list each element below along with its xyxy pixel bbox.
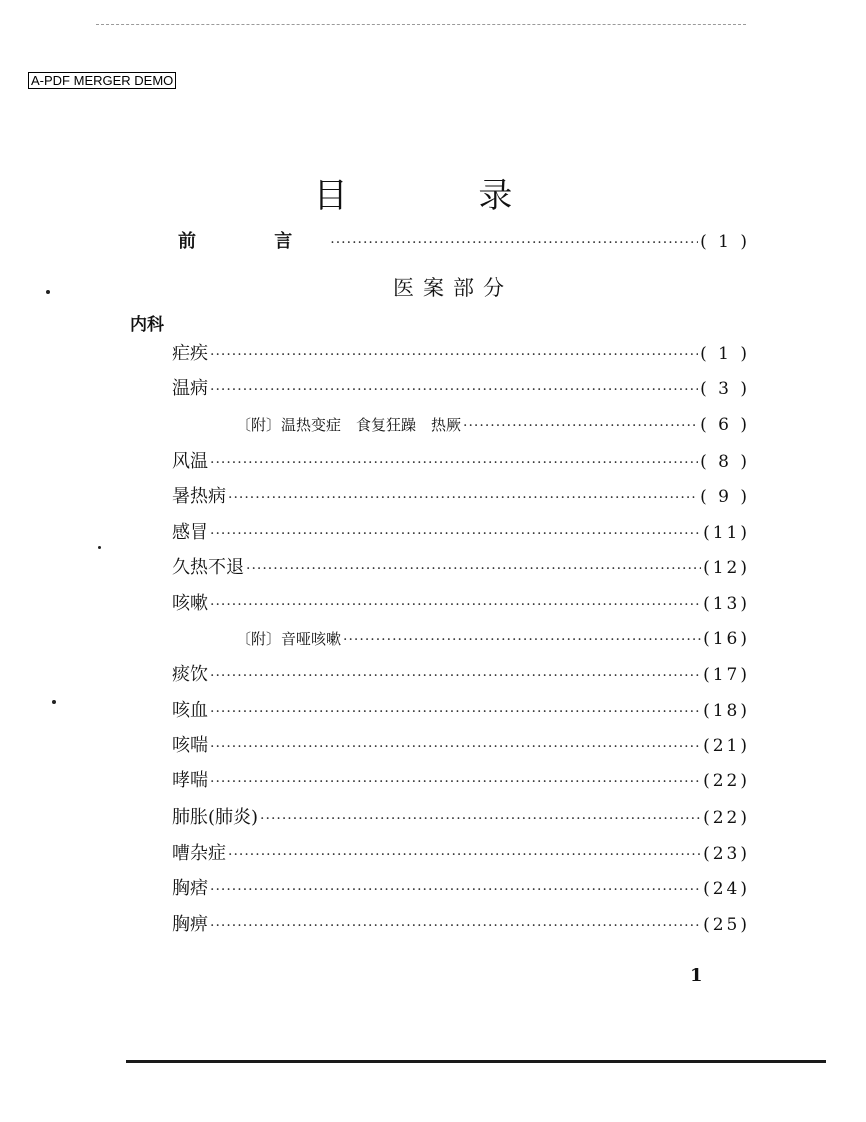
toc-row-appendix[interactable] xyxy=(236,627,750,651)
toc-page: (25) xyxy=(703,915,750,935)
leader-dots xyxy=(210,770,701,794)
page-number: 1 xyxy=(690,965,703,986)
toc-row[interactable] xyxy=(172,485,750,509)
toc-label: 咳血 xyxy=(172,700,208,721)
toc-label: 嘈杂症 xyxy=(172,843,226,864)
leader-dots xyxy=(210,343,698,367)
toc-row[interactable] xyxy=(172,663,750,687)
toc-label: 疟疾 xyxy=(172,343,208,364)
toc-row-appendix[interactable] xyxy=(236,413,750,437)
toc-page: (11) xyxy=(703,523,750,543)
toc-page: (23) xyxy=(703,844,750,864)
scan-speck xyxy=(52,700,56,704)
section-title: 医案部分 xyxy=(393,276,513,300)
toc-label: 暑热病 xyxy=(172,486,226,507)
leader-dots xyxy=(210,593,701,617)
leader-dots xyxy=(228,843,701,867)
toc-page: ( 8 ) xyxy=(700,452,750,472)
toc-label: 〔附〕温热变症 食复狂躁 热厥 xyxy=(236,416,462,434)
toc-page: (21) xyxy=(703,736,750,756)
leader-dots xyxy=(463,414,698,438)
toc-page: ( 1 ) xyxy=(700,344,750,364)
toc-row[interactable] xyxy=(172,556,750,580)
leader-dots xyxy=(210,664,701,688)
toc-row[interactable] xyxy=(172,734,750,758)
toc-row[interactable] xyxy=(172,877,750,901)
leader-dots xyxy=(260,807,701,831)
toc-row[interactable] xyxy=(172,699,750,723)
leader-dots xyxy=(210,451,698,475)
toc-row[interactable] xyxy=(172,450,750,474)
toc-page: (17) xyxy=(703,665,750,685)
toc-page: (16) xyxy=(703,629,750,649)
toc-label: 痰饮 xyxy=(172,664,208,685)
toc-page: (18) xyxy=(703,701,750,721)
leader-dots xyxy=(210,878,701,902)
leader-dots xyxy=(330,231,698,255)
toc-label: 咳嗽 xyxy=(172,593,208,614)
toc-row[interactable] xyxy=(172,769,750,793)
leader-dots xyxy=(210,914,701,938)
scan-speck xyxy=(98,546,101,549)
toc-label: 咳喘 xyxy=(172,735,208,756)
toc-row[interactable] xyxy=(172,842,750,866)
toc-page: (22) xyxy=(703,808,750,828)
toc-label: 肺胀(肺炎) xyxy=(172,807,259,828)
toc-label: 风温 xyxy=(172,451,208,472)
toc-page: ( 3 ) xyxy=(700,379,750,399)
bottom-scan-rule xyxy=(126,1060,826,1063)
toc-row[interactable] xyxy=(172,342,750,366)
leader-dots xyxy=(210,700,701,724)
leader-dots xyxy=(210,735,701,759)
category-heading: 内科 xyxy=(130,315,164,335)
top-scan-rule xyxy=(96,24,746,25)
toc-row[interactable] xyxy=(172,521,750,545)
toc-label: 哮喘 xyxy=(172,770,208,791)
toc-row[interactable] xyxy=(172,592,750,616)
toc-label: 温病 xyxy=(172,378,208,399)
toc-label: 久热不退 xyxy=(172,557,244,578)
toc-page: ( 1 ) xyxy=(700,232,750,252)
scan-speck xyxy=(46,290,50,294)
toc-page: (13) xyxy=(703,594,750,614)
toc-row-preface[interactable] xyxy=(178,230,750,254)
leader-dots xyxy=(246,557,701,581)
toc-label: 胸痞 xyxy=(172,878,208,899)
toc-label: 感冒 xyxy=(172,522,208,543)
toc-row[interactable] xyxy=(172,377,750,401)
toc-row[interactable] xyxy=(172,913,750,937)
toc-row[interactable] xyxy=(172,806,750,830)
toc-label: 〔附〕音哑咳嗽 xyxy=(236,630,342,648)
toc-page: (22) xyxy=(703,771,750,791)
watermark: A-PDF MERGER DEMO xyxy=(28,72,176,89)
toc-page: ( 6 ) xyxy=(700,415,750,435)
toc-label: 前 言 xyxy=(178,231,329,252)
toc-page: (12) xyxy=(703,558,750,578)
toc-page: (24) xyxy=(703,879,750,899)
toc-label: 胸痹 xyxy=(172,914,208,935)
leader-dots xyxy=(210,522,701,546)
leader-dots xyxy=(228,486,698,510)
toc-page: ( 9 ) xyxy=(700,487,750,507)
leader-dots xyxy=(210,378,698,402)
page-title: 目 录 xyxy=(313,176,573,216)
leader-dots xyxy=(343,628,701,652)
